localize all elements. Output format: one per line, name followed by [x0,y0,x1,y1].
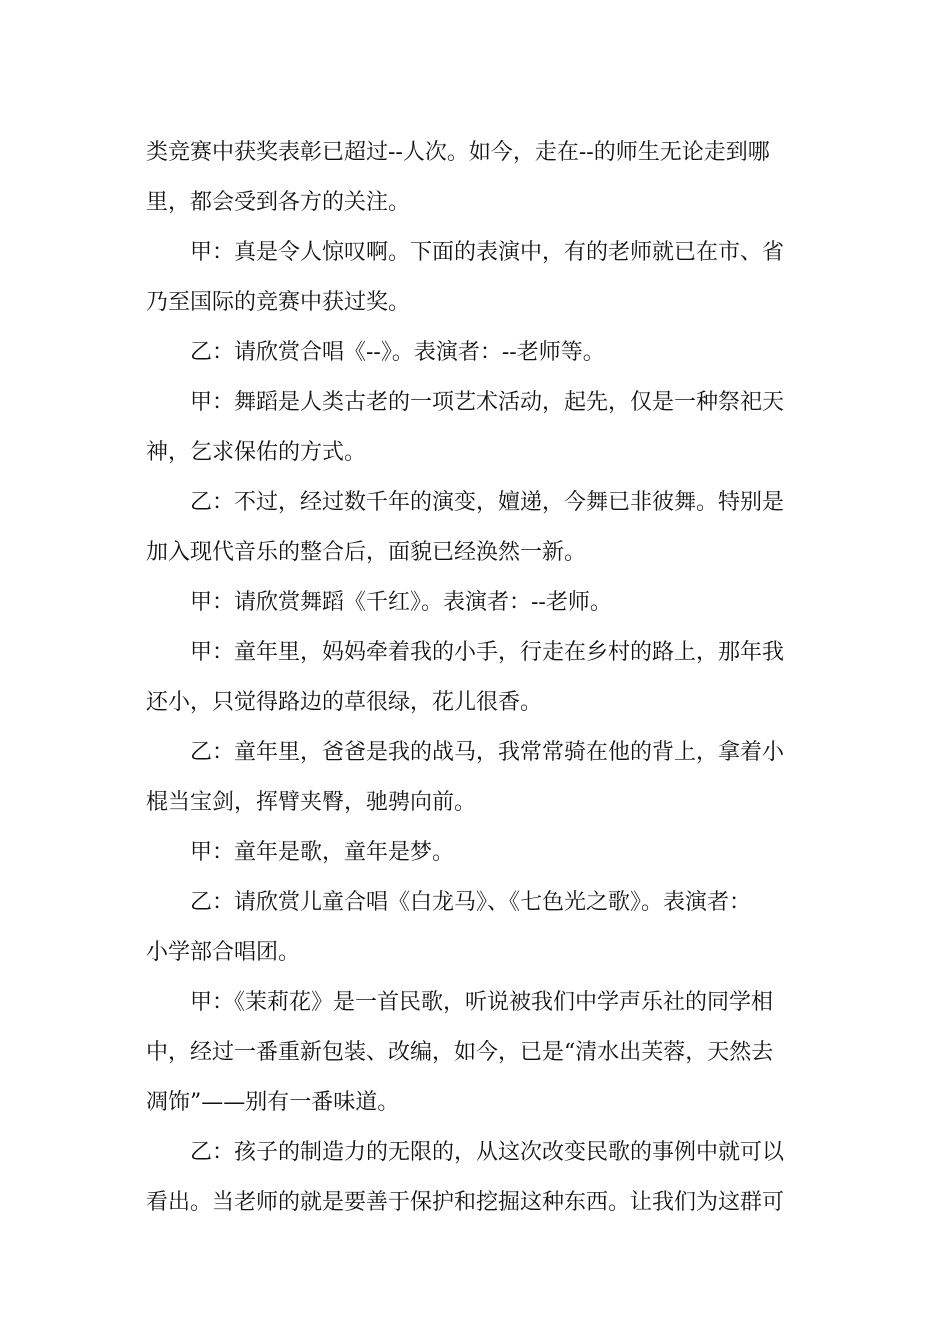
text-line: 乙：请欣赏儿童合唱《白龙马》、《七色光之歌》。表演者： [190,890,752,915]
text-line: 乙：孩子的制造力的无限的，从这次改变民歌的事例中就可以 [190,1140,785,1165]
text-line: 甲：童年里，妈妈牵着我的小手，行走在乡村的路上，那年我 [190,640,785,665]
paragraph [146,1128,810,1228]
paragraph [146,328,810,378]
text-line: 还小，只觉得路边的草很绿，花儿很香。 [146,690,543,715]
text-line: 凋饰”——别有一番味道。 [146,1090,400,1115]
paragraph [146,728,810,828]
text-line: 乙：请欣赏合唱《--》。表演者：--老师等。 [190,340,605,365]
paragraph [146,378,810,478]
document-body [146,128,810,1228]
paragraph [146,128,810,228]
paragraph [146,478,810,578]
text-line: 类竞赛中获奖表彰已超过--人次。如今，走在--的师生无论走到哪 [146,140,770,165]
text-line: 甲：童年是歌，童年是梦。 [190,840,455,865]
text-line: 棍当宝剑，挥臂夹臀，驰骋向前。 [146,790,477,815]
paragraph [146,578,810,628]
text-line: 加入现代音乐的整合后，面貌已经涣然一新。 [146,540,587,565]
paragraph [146,828,810,878]
text-line: 甲：真是令人惊叹啊。下面的表演中，有的老师就已在市、省 [190,240,785,265]
paragraph [146,628,810,728]
text-line: 甲：《茉莉花》是一首民歌，听说被我们中学声乐社的同学相 [190,990,774,1015]
text-line: 小学部合唱团。 [146,940,301,965]
text-line: 里，都会受到各方的关注。 [146,190,411,215]
paragraph [146,878,810,978]
paragraph [146,228,810,328]
text-line: 乙：童年里，爸爸是我的战马，我常常骑在他的背上，拿着小 [190,740,785,765]
text-line: 神，乞求保佑的方式。 [146,440,367,465]
paragraph [146,978,810,1128]
text-line: 乙：不过，经过数千年的演变，嬗递，今舞已非彼舞。特别是 [190,490,785,515]
text-line: 乃至国际的竞赛中获过奖。 [146,290,411,315]
text-line: 看出。当老师的就是要善于保护和挖掘这种东西。让我们为这群可 [146,1190,785,1215]
text-line: 中，经过一番重新包装、改编，如今，已是“清水出芙蓉，天然去 [146,1040,774,1065]
text-line: 甲：请欣赏舞蹈《千红》。表演者：--老师。 [190,590,612,615]
text-line: 甲：舞蹈是人类古老的一项艺术活动，起先，仅是一种祭祀天 [190,390,785,415]
